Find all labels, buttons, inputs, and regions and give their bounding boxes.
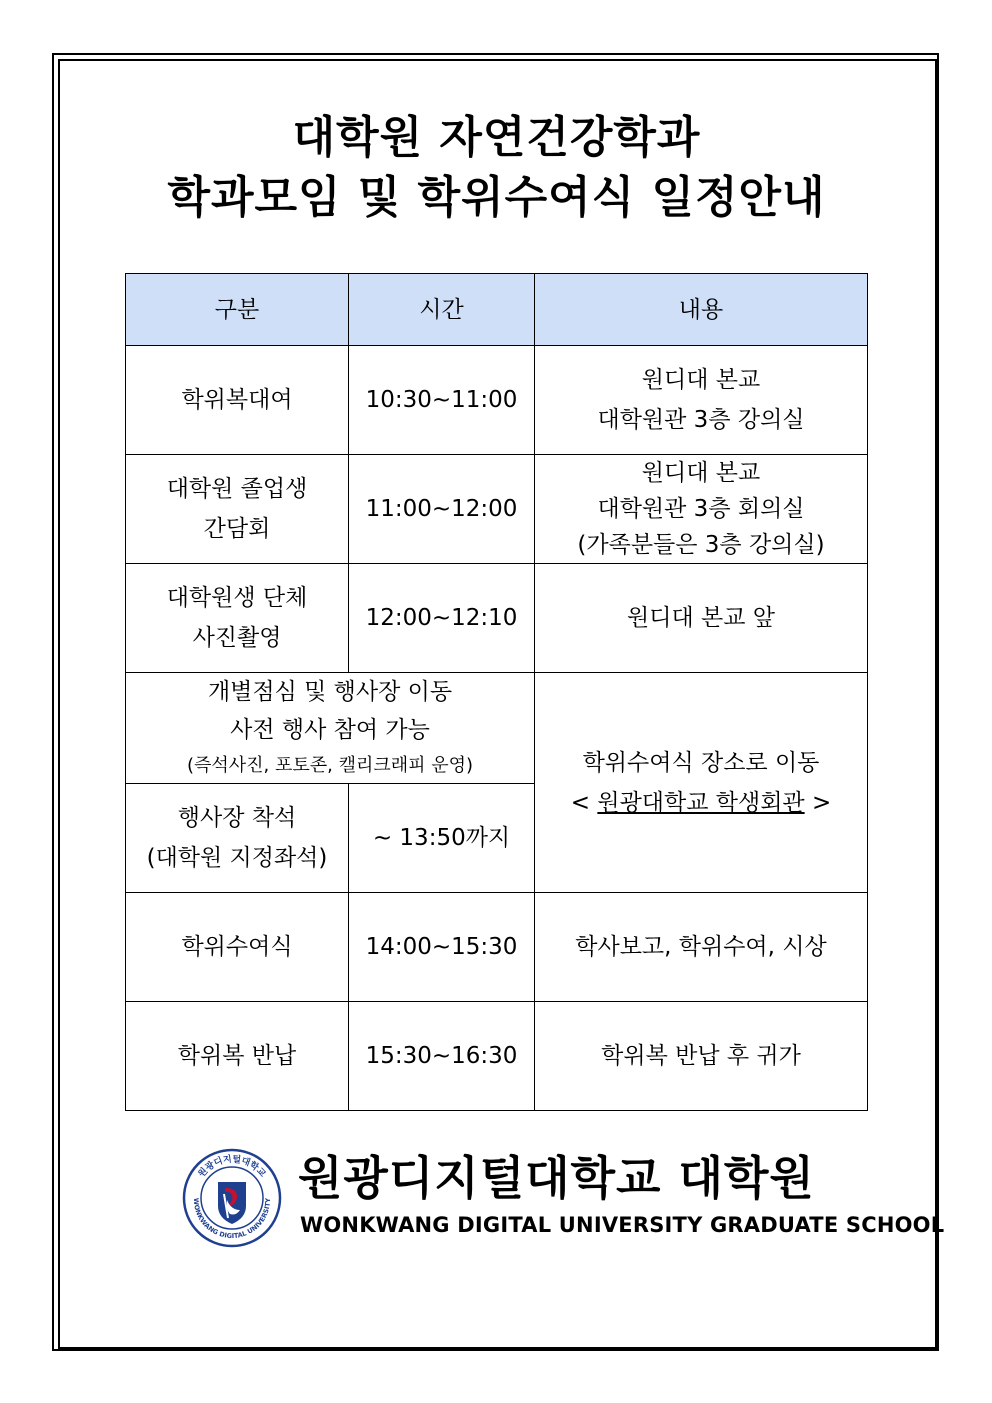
schedule-table (125, 273, 868, 1111)
row-time: 12:00~12:10 (349, 564, 535, 673)
title-line-1: 대학원 자연건강학과 (292, 112, 701, 163)
table-row (126, 346, 868, 455)
document-title (58, 108, 935, 228)
row-time: 10:30~11:00 (349, 346, 535, 455)
category-text: 대학원생 단체 (166, 585, 308, 611)
bracket-open: < (570, 789, 598, 816)
location-line (535, 783, 867, 823)
header-time: 시간 (349, 274, 535, 346)
venue-name: 원광대학교 학생회관 (597, 789, 805, 816)
table-row (126, 673, 868, 784)
row-category (126, 346, 349, 455)
category-text: 행사장 착석 (177, 805, 297, 831)
row-content: 학사보고, 학위수여, 시상 (535, 893, 868, 1002)
category-text: 대학원 졸업생 (166, 476, 308, 502)
content-line: 원디대 본교 앞 (627, 605, 775, 631)
table-row (126, 455, 868, 564)
row-category: 학위복 반납 (126, 1002, 349, 1111)
bracket-close: > (804, 789, 832, 816)
row-time: 15:30~16:30 (349, 1002, 535, 1111)
content-line: 대학원관 3층 회의실 (597, 496, 805, 522)
row-content (535, 455, 868, 564)
svg-text:WONKWANG DIGITAL UNIVERSITY: WONKWANG DIGITAL UNIVERSITY (191, 1197, 273, 1241)
content-line: 학위수여식 장소로 이동 (582, 749, 820, 776)
table-row (126, 564, 868, 673)
row-category-merged (126, 673, 535, 784)
category-text: (대학원 지정좌석) (146, 845, 328, 871)
category-text: 사전 행사 참여 가능 (230, 717, 430, 743)
row-category (126, 784, 349, 893)
table-header-row (126, 274, 868, 346)
header-content: 내용 (535, 274, 868, 346)
university-name-english: WONKWANG DIGITAL UNIVERSITY GRADUATE SCHOOL (300, 1213, 945, 1237)
content-line: 대학원관 3층 강의실 (597, 407, 805, 433)
row-time: 11:00~12:00 (349, 455, 535, 564)
table-row (126, 893, 868, 1002)
category-text: 개별점심 및 행사장 이동 (207, 679, 453, 705)
title-line-2: 학과모임 및 학위수여식 일정안내 (167, 172, 826, 223)
row-category (126, 455, 349, 564)
university-seal-logo (182, 1148, 282, 1248)
row-time: 14:00~15:30 (349, 893, 535, 1002)
row-content (535, 564, 868, 673)
category-text: 간담회 (203, 516, 271, 542)
category-note: (즉석사진, 포토존, 캘리크래피 운영) (186, 755, 474, 776)
content-line: (가족분들은 3층 강의실) (577, 532, 825, 558)
header-category: 구분 (126, 274, 349, 346)
category-text: 학위복대여 (181, 387, 293, 413)
svg-text:원광디지털대학교: 원광디지털대학교 (196, 1154, 268, 1180)
content-line: 원디대 본교 (641, 367, 761, 393)
table-row (126, 1002, 868, 1111)
row-time: ~ 13:50까지 (349, 784, 535, 893)
row-content-merged (535, 673, 868, 893)
university-name-korean: 원광디지털대학교 대학원 (298, 1151, 815, 1205)
content-line: 원디대 본교 (641, 460, 761, 486)
category-text: 사진촬영 (192, 625, 282, 651)
row-category: 학위수여식 (126, 893, 349, 1002)
row-content: 학위복 반납 후 귀가 (535, 1002, 868, 1111)
row-category (126, 564, 349, 673)
row-content (535, 346, 868, 455)
